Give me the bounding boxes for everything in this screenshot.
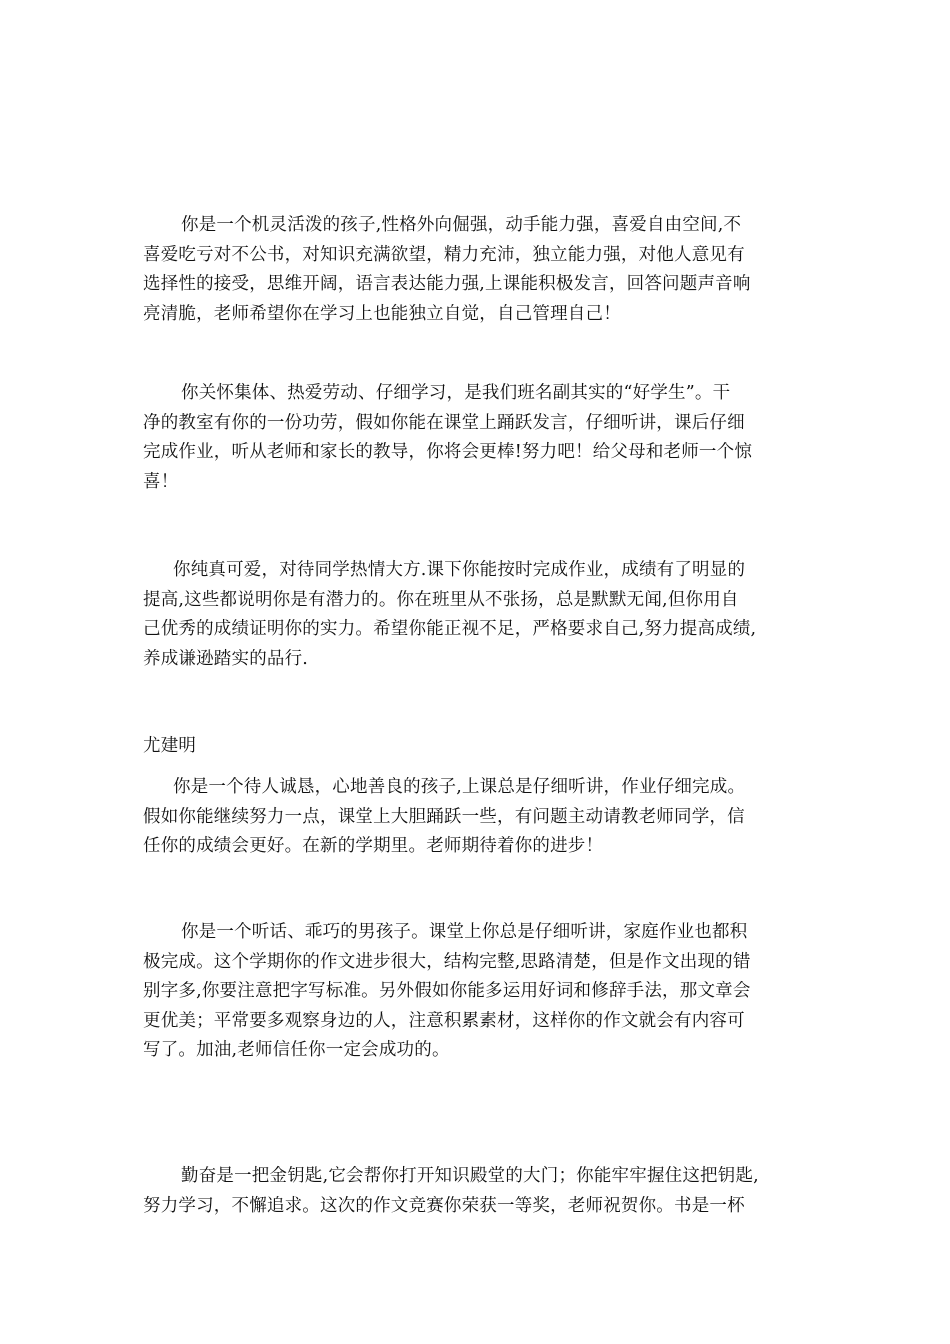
paragraph-line: 努力学习，不懈追求。这次的作文竞赛你荣获一等奖，老师祝贺你。书是一杯 xyxy=(143,1195,745,1216)
paragraph-line: 净的教室有你的一份功劳，假如你能在课堂上踊跃发言，仔细听讲，课后仔细 xyxy=(143,412,745,433)
paragraph-line: 提高,这些都说明你是有潜力的。你在班里从不张扬，总是默默无闻,但你用自 xyxy=(143,589,739,610)
paragraph-line: 极完成。这个学期你的作文进步很大，结构完整,思路清楚，但是作文出现的错 xyxy=(143,951,751,972)
paragraph-line: 你是一个机灵活泼的孩子,性格外向倔强，动手能力强，喜爱自由空间,不 xyxy=(181,215,742,235)
paragraph-line: 别字多,你要注意把字写标准。另外假如你能多运用好词和修辞手法，那文章会 xyxy=(143,981,751,1001)
comment-paragraph-4 xyxy=(143,773,823,862)
paragraph-line: 选择性的接受，思维开阔，语言表达能力强,上课能积极发言，回答问题声音响 xyxy=(143,274,751,294)
paragraph-line: 己优秀的成绩证明你的实力。希望你能正视不足，严格要求自己,努力提高成绩, xyxy=(143,619,757,639)
comment-paragraph-1 xyxy=(143,211,823,329)
paragraph-line: 喜爱吃亏对不公书，对知识充满欲望，精力充沛，独立能力强，对他人意见有 xyxy=(143,244,745,265)
paragraph-line: 你纯真可爱，对待同学热情大方.课下你能按时完成作业，成绩有了明显的 xyxy=(173,560,746,580)
comment-paragraph-3 xyxy=(143,556,823,674)
paragraph-line: 勤奋是一把金钥匙,它会帮你打开知识殿堂的大门；你能牢牢握住这把钥匙, xyxy=(181,1166,759,1186)
paragraph-line: 完成作业，听从老师和家长的教导，你将会更棒!努力吧！给父母和老师一个惊 xyxy=(143,442,753,462)
comment-paragraph-5 xyxy=(143,918,823,1066)
comment-paragraph-6 xyxy=(143,1162,823,1221)
paragraph-line: 你是一个听话、乖巧的男孩子。课堂上你总是仔细听讲，家庭作业也都积 xyxy=(181,922,748,942)
paragraph-line: 假如你能继续努力一点，课堂上大胆踊跃一些，有问题主动请教老师同学，信 xyxy=(143,806,745,827)
paragraph-line: 亮清脆，老师希望你在学习上也能独立自觉，自己管理自己！ xyxy=(143,303,621,324)
paragraph-line: 养成谦逊踏实的品行. xyxy=(143,648,309,669)
paragraph-line: 你是一个待人诚恳，心地善良的孩子,上课总是仔细听讲，作业仔细完成。 xyxy=(173,777,746,797)
comment-paragraph-2 xyxy=(143,379,823,497)
student-name-block xyxy=(143,732,823,762)
paragraph-line: 喜！ xyxy=(143,471,179,492)
paragraph-line: 任你的成绩会更好。在新的学期里。老师期待着你的进步！ xyxy=(143,836,604,856)
student-name: 尤建明 xyxy=(143,736,197,756)
paragraph-line: 写了。加油,老师信任你一定会成功的。 xyxy=(143,1040,450,1060)
paragraph-line: 你关怀集体、热爱劳动、仔细学习，是我们班名副其实的“好学生”。干 xyxy=(181,383,731,403)
paragraph-line: 更优美；平常要多观察身边的人，注意积累素材，这样你的作文就会有内容可 xyxy=(143,1010,745,1031)
